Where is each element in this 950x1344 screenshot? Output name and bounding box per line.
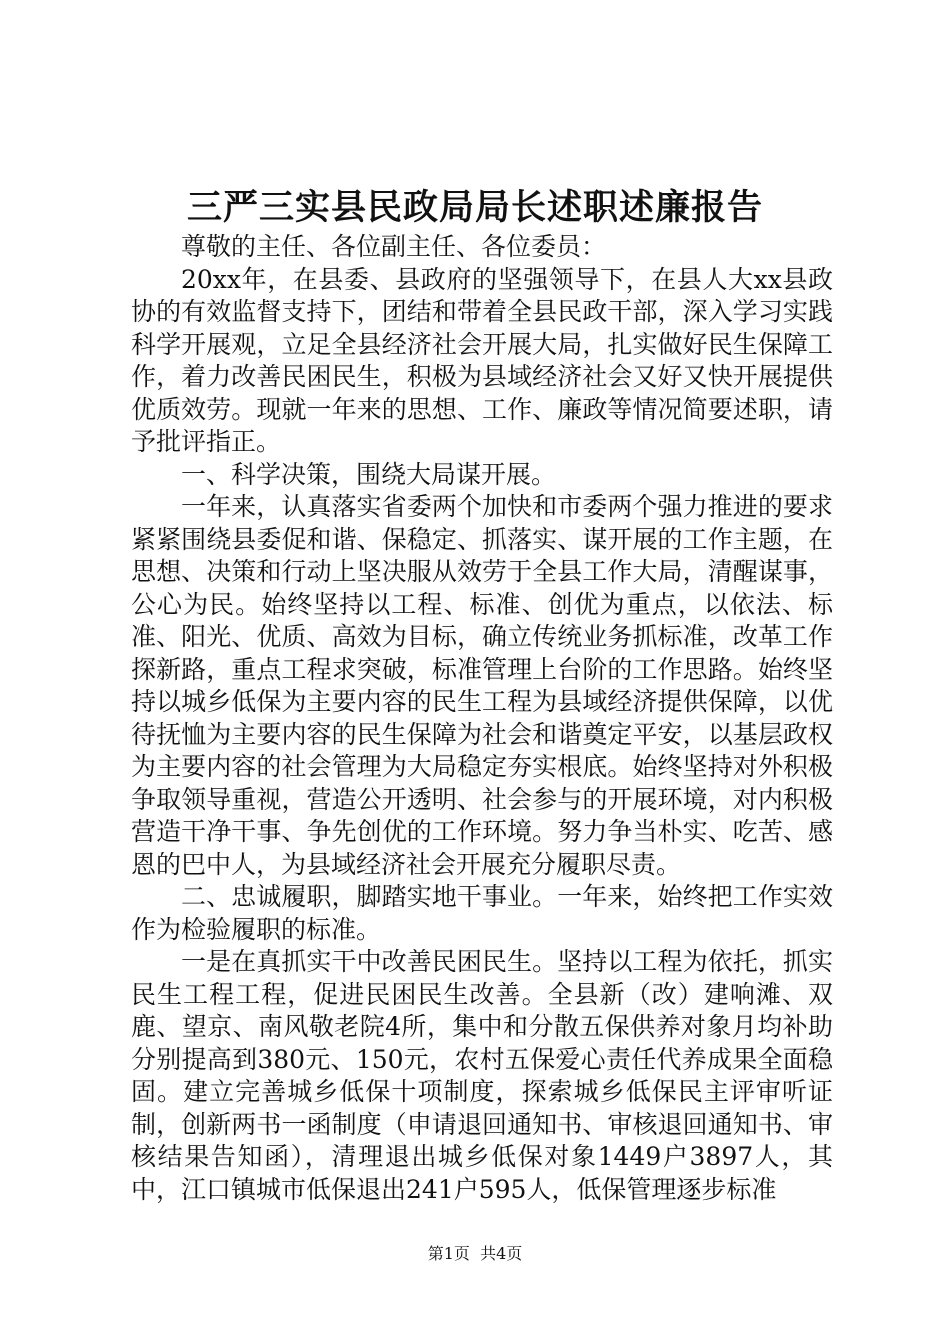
page-number: 第1页 (427, 1244, 470, 1263)
section-1-paragraph: 一年来，认真落实省委两个加快和市委两个强力推进的要求紧紧围绕县委促和谐、保稳定、抓落实、谋开展的工作主题，在思想、决策和行动上坚决服从效劳于全县工作大局，清醒谋事，公心为民。始终坚持以工程、标准、创优为重点，以依法、标准、阳光、优质、高效为目标，确立传统业务抓标准，改革工作探新路，重点工程求突破，标准管理上台阶的工作思路。始终坚持以城乡低保为主要内容的民生工程为县域经济提供保障，以优待抚恤为主要内容的民生保障为社会和谐奠定平安，以基层政权为主要内容的社会管理为大局稳定夯实根底。始终坚持对外积极争取领导重视，营造公开透明、社会参与的开展环境，对内积极营造干净干事、争先创优的工作环境。努力争当朴实、吃苦、感恩的巴中人，为县域经济社会开展充分履职尽责。 (131, 492, 833, 879)
document-title: 三严三实县民政局局长述职述廉报告 (186, 187, 763, 228)
salutation-paragraph: 尊敬的主任、各位副主任、各位委员： (181, 232, 607, 261)
section-heading-1: 一、科学决策，围绕大局谋开展。 (181, 459, 557, 489)
document-body (131, 231, 833, 1206)
intro-paragraph: 20xx年，在县委、县政府的坚强领导下，在县人大xx县政协的有效监督支持下，团结和带着全县民政干部，深入学习实践科学开展观，立足全县经济社会开展大局，扎实做好民生保障工作，着力改善民困民生，积极为县域经济社会又好又快开展提供优质效劳。现就一年来的思想、工作、廉政等情况简要述职，请予批评指正。 (131, 264, 833, 456)
section-2-paragraph: 一是在真抓实干中改善民困民生。坚持以工程为依托，抓实民生工程工程，促进民困民生改善。全县新（改）建响滩、双鹿、望京、南风敬老院4所，集中和分散五保供养对象月均补助分别提高到380元、150元，农村五保爱心责任代养成果全面稳固。建立完善城乡低保十项制度，探索城乡低保民主评审听证制，创新两书一函制度（申请退回通知书、审核退回通知书、审核结果告知函），清理退出城乡低保对象1449户3897人，其中，江口镇城市低保退出241户595人，低保管理逐步标准 (131, 947, 833, 1204)
page-footer (0, 1243, 950, 1265)
page-total: 共4页 (480, 1244, 523, 1263)
section-heading-2: 二、忠诚履职，脚踏实地干事业。一年来，始终把工作实效作为检验履职的标准。 (131, 882, 833, 944)
